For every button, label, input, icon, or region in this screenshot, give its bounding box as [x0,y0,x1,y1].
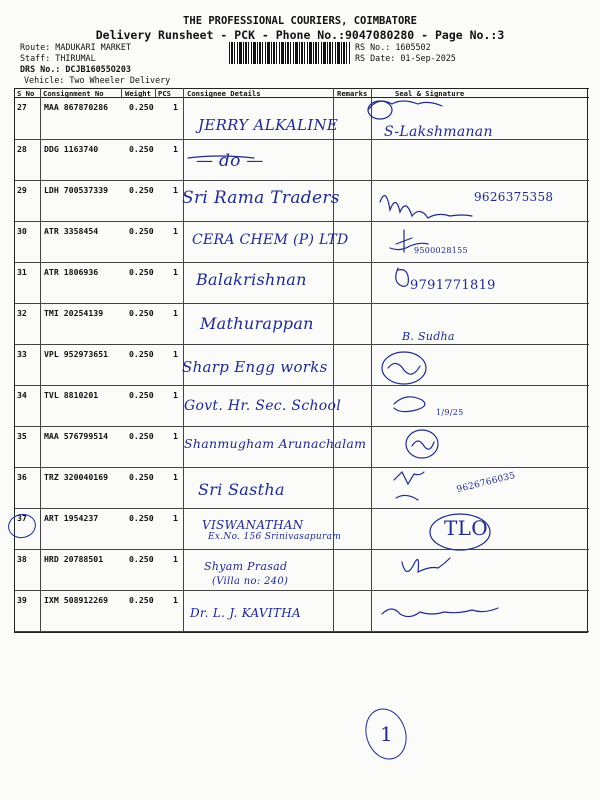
signature-scribble [412,441,434,449]
handwritten-signature: S-Lakshmanan [384,124,493,140]
row-consignment-no: ART 1954237 [44,513,99,523]
signature-scribble [394,472,424,484]
col-weight: Weight [125,89,151,98]
handwritten-phone: 9500028155 [414,246,468,255]
seal-circle [430,514,490,550]
seal-circle [368,101,392,119]
handwritten-address: (Villa no: 240) [212,576,289,587]
row-pcs: 1 [173,185,178,195]
page-mark-number: 1 [380,722,393,746]
handwritten-phone: 9791771819 [410,278,496,293]
signature-scribble [380,196,472,218]
row-weight: 0.250 [129,144,154,154]
signature-scribble [390,230,428,252]
row-consignment-no: ATR 3358454 [44,226,99,236]
row-consignment-no: TVL 8810201 [44,390,99,400]
row-serial: 39 [17,595,27,605]
handwritten-date: 1/9/25 [436,408,464,417]
handwritten-consignee: Sharp Engg works [182,358,328,376]
row-weight: 0.250 [129,308,154,318]
col-remarks: Remarks [337,89,368,98]
row-serial: 29 [17,185,27,195]
company-name: THE PROFESSIONAL COURIERS, COIMBATORE [183,15,417,27]
row-pcs: 1 [173,595,178,605]
row-serial: 31 [17,267,27,277]
col-signature: Seal & Signature [395,89,465,98]
row-weight: 0.250 [129,431,154,441]
staff-label: Staff: THIRUMAL [20,53,96,63]
row-serial: 30 [17,226,27,236]
col-pcs: PCS [158,89,171,98]
signature-scribble [388,363,420,374]
row-weight: 0.250 [129,390,154,400]
row-weight: 0.250 [129,349,154,359]
row-pcs: 1 [173,390,178,400]
row-pcs: 1 [173,513,178,523]
runsheet-title: Delivery Runsheet - PCK - Phone No.:9047080280 - Page No.:3 [95,28,505,42]
handwritten-phone: 9626766035 [455,470,517,496]
row-consignment-no: MAA 576799514 [44,431,109,441]
row-consignment-no: ATR 1806936 [44,267,99,277]
row-pcs: 1 [173,102,178,112]
row-consignment-no: VPL 952973651 [44,349,109,359]
col-consignment: Consignment No [43,89,104,98]
row-serial: 38 [17,554,27,564]
handwritten-consignee: — do — [196,151,264,171]
signature-scribble [382,608,498,617]
row-weight: 0.250 [129,267,154,277]
row-serial: 27 [17,102,27,112]
handwritten-consignee: Dr. L. J. KAVITHA [190,606,301,620]
row-serial: 32 [17,308,27,318]
row-weight: 0.250 [129,472,154,482]
row-consignment-no: TMI 20254139 [44,308,104,318]
row-pcs: 1 [173,226,178,236]
handwritten-signature: B. Sudha [402,330,455,343]
row-pcs: 1 [173,349,178,359]
row-serial: 28 [17,144,27,154]
handwritten-consignee: Shanmugham Arunachalam [184,436,367,451]
handwritten-consignee: Shyam Prasad [204,560,288,573]
handwritten-consignee: Govt. Hr. Sec. School [184,398,342,414]
rs-date: RS Date: 01-Sep-2025 [355,53,456,63]
row-consignment-no: HRD 20788501 [44,554,104,564]
row-consignment-no: LDH 700537339 [44,185,109,195]
row-pcs: 1 [173,472,178,482]
row-consignment-no: MAA 867870286 [44,102,109,112]
handwritten-consignee: JERRY ALKALINE [198,116,339,134]
ditto-stroke [188,156,254,158]
row-serial: 35 [17,431,27,441]
signature-scribble [396,495,418,500]
row-consignment-no: IXM 508912269 [44,595,109,605]
row-pcs: 1 [173,267,178,277]
handwritten-address: Ex.No. 156 Srinivasapuram [208,532,342,542]
handwritten-phone: 9626375358 [474,190,554,204]
row-weight: 0.250 [129,185,154,195]
row-consignment-no: TRZ 320040169 [44,472,109,482]
drs-label: DRS No.: DCJB16055O203 [20,64,131,74]
signature-scribble [396,268,409,286]
handwritten-consignee: Sri Rama Traders [182,188,340,208]
row-serial: 37 [17,513,27,523]
row-serial: 34 [17,390,27,400]
handwritten-consignee: VISWANATHAN [202,518,304,532]
signature-scribble [402,558,450,572]
col-sno: S No [17,89,35,98]
handwritten-signature: TLO [444,516,488,540]
handwritten-consignee: Sri Sastha [198,480,285,499]
rs-number: RS No.: 1605502 [355,42,431,52]
row-weight: 0.250 [129,513,154,523]
signature-scribble [394,397,425,412]
row-pcs: 1 [173,144,178,154]
row-weight: 0.250 [129,102,154,112]
route-label: Route: MADUKARI MARKET [20,42,131,52]
row-weight: 0.250 [129,554,154,564]
row-weight: 0.250 [129,595,154,605]
row-pcs: 1 [173,554,178,564]
signature-scribble [368,101,442,110]
row-serial: 33 [17,349,27,359]
row-serial: 36 [17,472,27,482]
vehicle-label: Vehicle: Two Wheeler Delivery [24,75,171,85]
handwritten-consignee: Mathurappan [200,314,314,333]
row-weight: 0.250 [129,226,154,236]
row-pcs: 1 [173,431,178,441]
handwritten-consignee: CERA CHEM (P) LTD [192,232,349,248]
row-pcs: 1 [173,308,178,318]
handwritten-consignee: Balakrishnan [196,270,307,289]
row-consignment-no: DDG 1163740 [44,144,99,154]
col-consignee: Consignee Details [187,89,261,98]
